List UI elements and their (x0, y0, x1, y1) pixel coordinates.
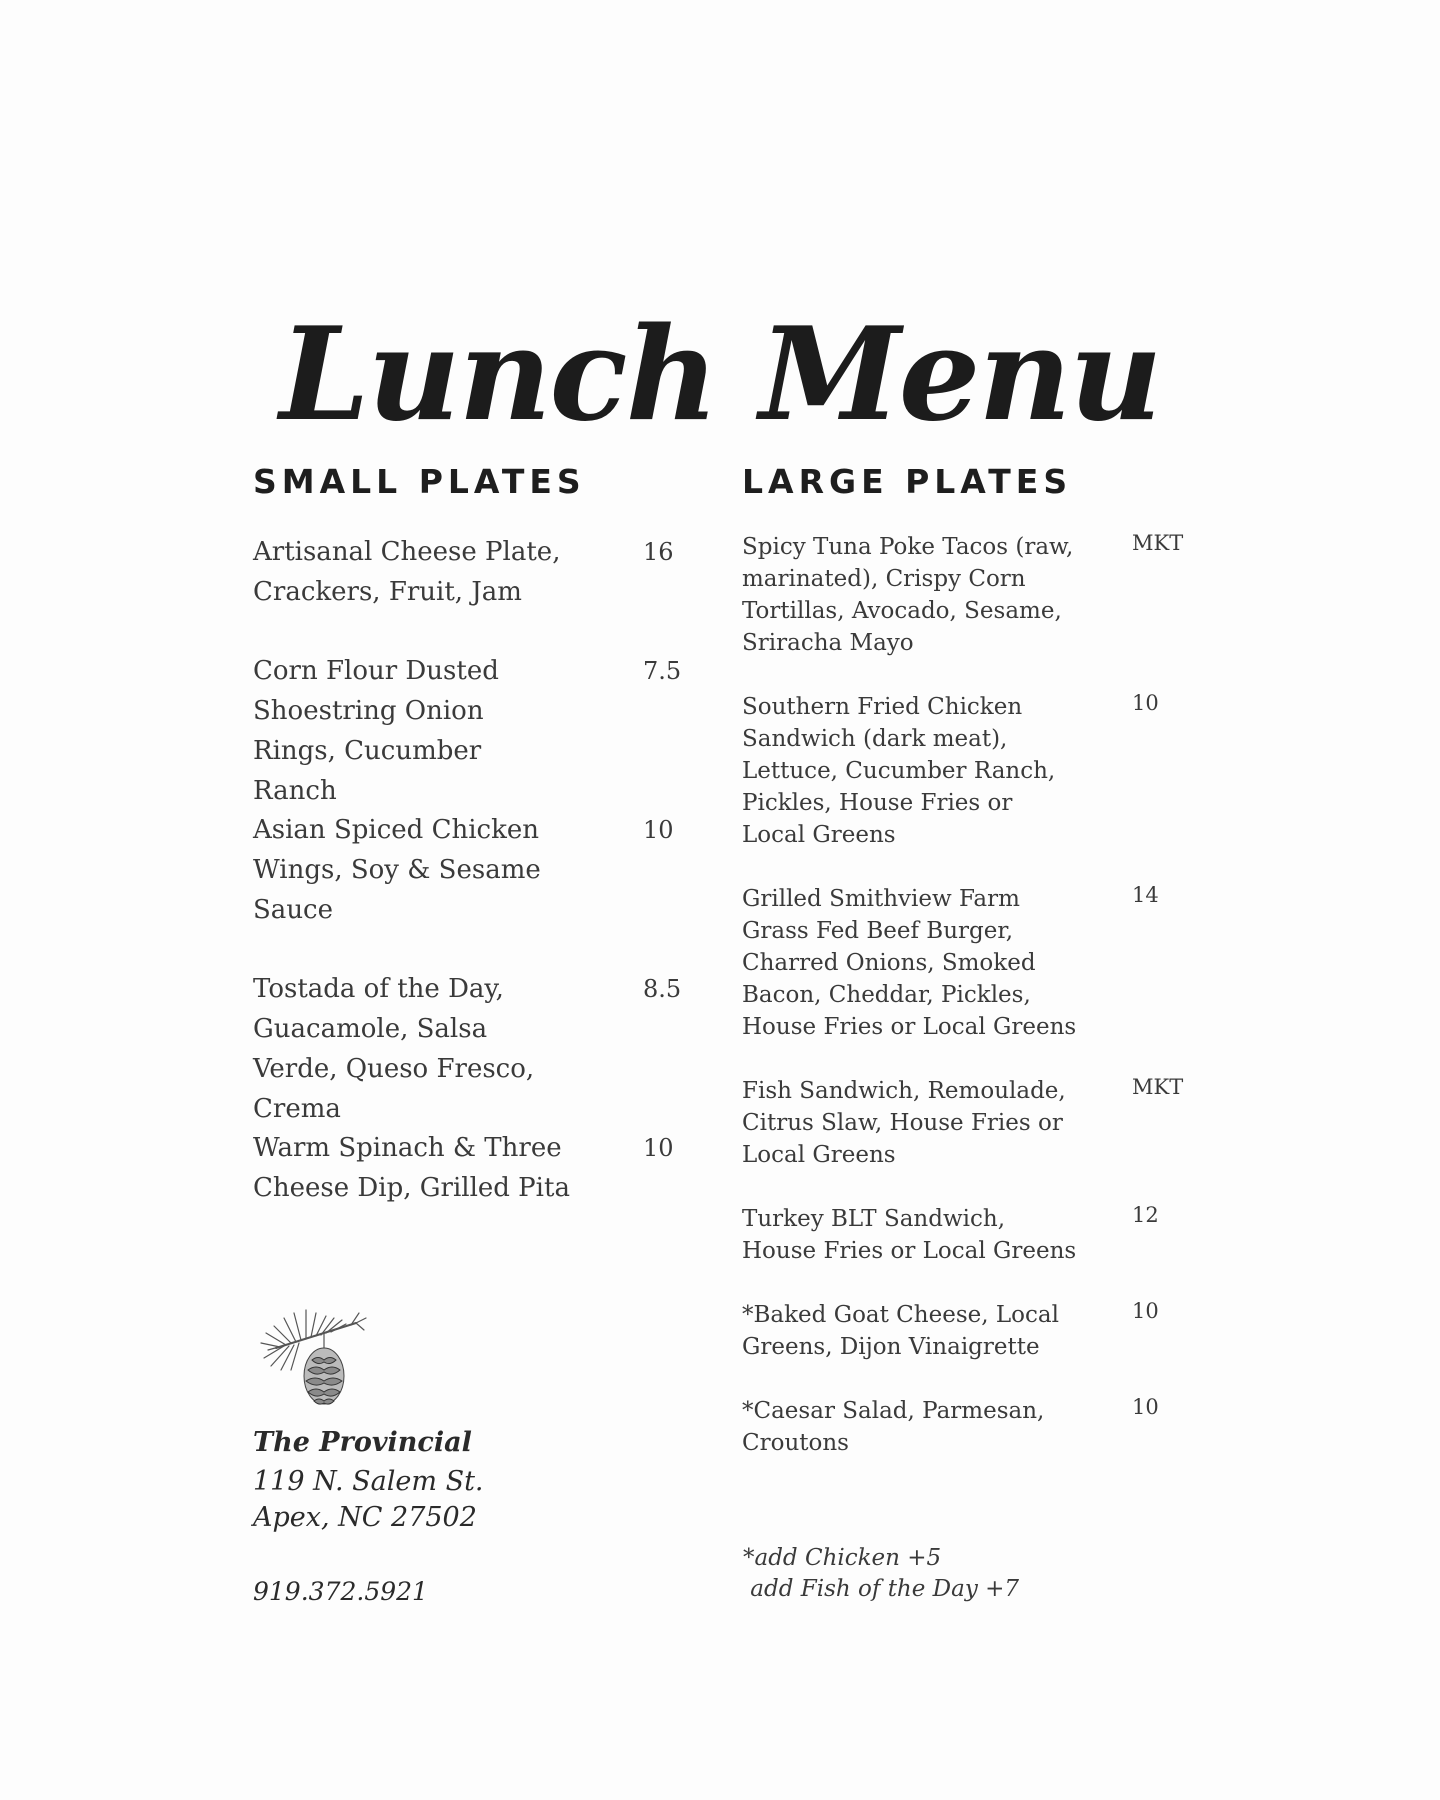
restaurant-name: The Provincial (253, 1427, 472, 1458)
menu-item-description: Tostada of the Day, Guacamole, Salsa Verde, Queso Fresco, Crema (253, 974, 535, 1124)
large-plates-heading: LARGE PLATES (742, 462, 1073, 501)
menu-item (742, 1203, 1159, 1267)
menu-item (742, 1075, 1184, 1171)
menu-item-description: Spicy Tuna Poke Tacos (raw, marinated), Crispy Corn Tortillas, Avocado, Sesame, Sriracha Mayo (742, 534, 1074, 656)
menu-item (742, 1299, 1159, 1363)
menu-item-description: *Caesar Salad, Parmesan, Croutons (742, 1398, 1045, 1456)
menu-item-description: Turkey BLT Sandwich, House Fries or Local Greens (742, 1206, 1077, 1264)
menu-item (253, 969, 682, 1129)
menu-item-price: 16 (643, 538, 674, 566)
menu-item-description: Corn Flour Dusted Shoestring Onion Rings, Cucumber Ranch (253, 656, 499, 806)
menu-item-description: Asian Spiced Chicken Wings, Soy & Sesame Sauce (253, 815, 541, 925)
menu-item (742, 691, 1159, 851)
menu-item-description: Warm Spinach & Three Cheese Dip, Grilled Pita (253, 1133, 570, 1203)
menu-item-price: 10 (643, 1134, 674, 1162)
menu-item-price: 10 (1132, 1299, 1159, 1323)
pinecone-icon (256, 1288, 376, 1408)
menu-title: Lunch Menu (279, 299, 1161, 450)
menu-item-description: Fish Sandwich, Remoulade, Citrus Slaw, House Fries or Local Greens (742, 1078, 1066, 1168)
menu-item-price: 7.5 (643, 657, 682, 685)
small-plates-heading: SMALL PLATES (253, 462, 586, 501)
menu-item-price: 10 (1132, 1395, 1159, 1419)
addon-note: add Fish of the Day +7 (743, 1576, 1020, 1602)
menu-item (742, 531, 1184, 659)
menu-item-description: Grilled Smithview Farm Grass Fed Beef Burger, Charred Onions, Smoked Bacon, Cheddar, Pickles, House Fries or Local Greens (742, 886, 1077, 1040)
menu-item-description: *Baked Goat Cheese, Local Greens, Dijon Vinaigrette (742, 1302, 1059, 1360)
menu-item (253, 810, 674, 930)
menu-item-description: Artisanal Cheese Plate, Crackers, Fruit, Jam (253, 537, 561, 607)
address-line-1: 119 N. Salem St. (253, 1466, 484, 1497)
menu-item-description: Southern Fried Chicken Sandwich (dark meat), Lettuce, Cucumber Ranch, Pickles, House Fries or Local Greens (742, 694, 1056, 848)
menu-item-price: 8.5 (643, 975, 682, 1003)
menu-item (253, 532, 674, 612)
menu-item (253, 1128, 674, 1208)
menu-item (742, 883, 1159, 1043)
menu-item-price: MKT (1132, 1075, 1184, 1099)
menu-item (253, 651, 682, 811)
menu-item-price: 14 (1132, 883, 1159, 907)
menu-item-price: 10 (643, 816, 674, 844)
menu-item-price: 12 (1132, 1203, 1159, 1227)
phone-number: 919.372.5921 (253, 1577, 428, 1606)
menu-item-price: 10 (1132, 691, 1159, 715)
address-line-2: Apex, NC 27502 (253, 1502, 477, 1533)
addon-note: *add Chicken +5 (743, 1545, 942, 1571)
menu-item-price: MKT (1132, 531, 1184, 555)
menu-item (742, 1395, 1159, 1459)
